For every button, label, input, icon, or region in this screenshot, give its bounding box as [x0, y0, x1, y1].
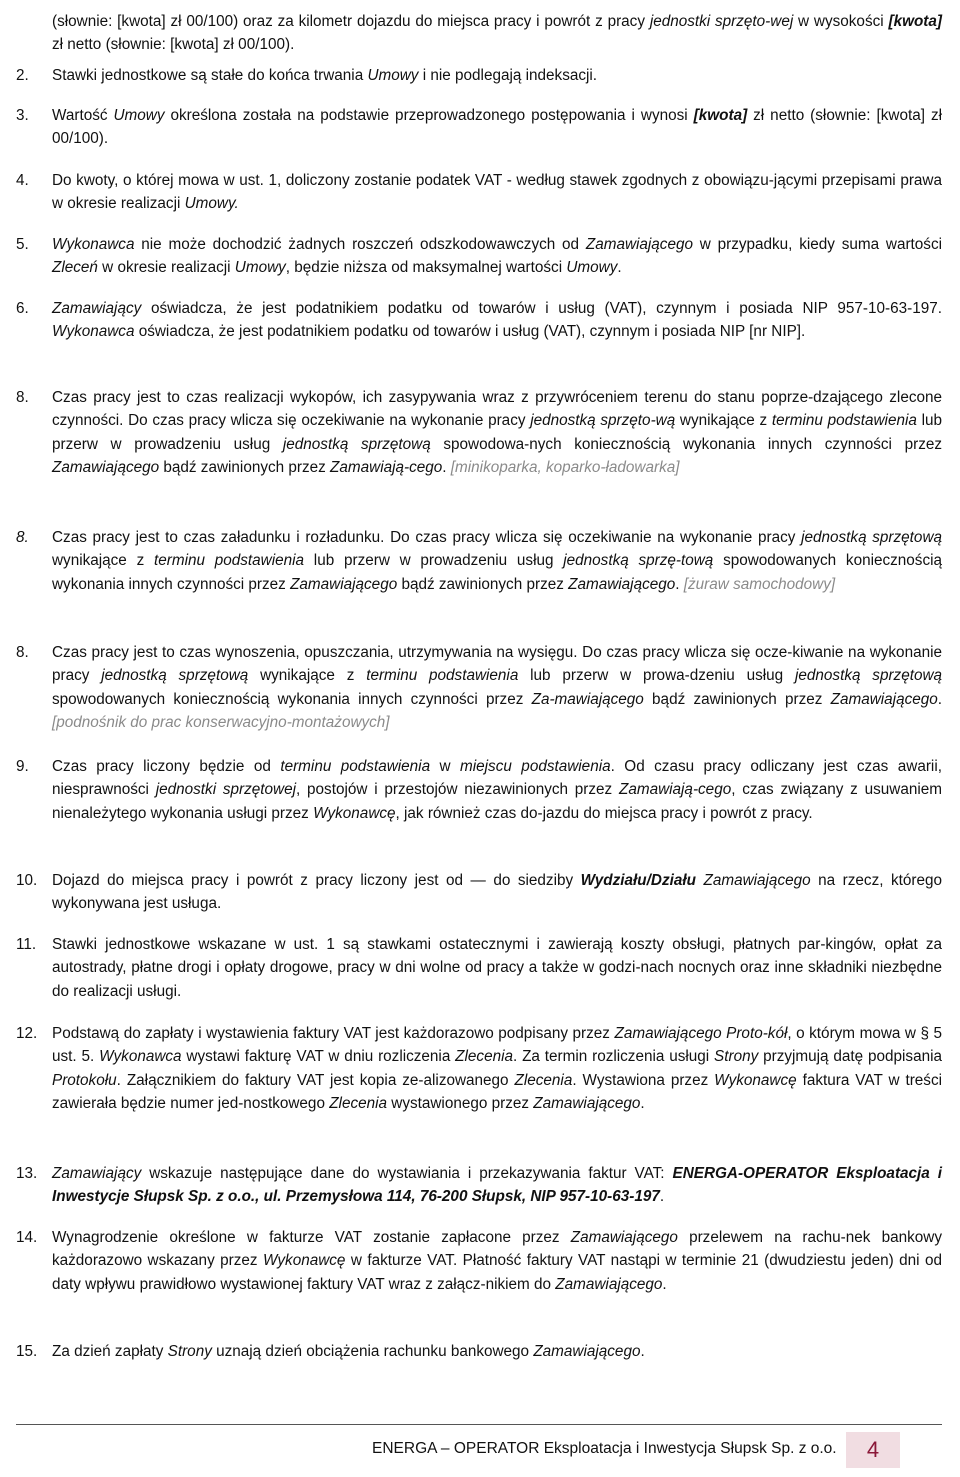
- text-run: . Załącznikiem do faktury VAT jest kopia ze-alizowanego: [116, 1071, 515, 1089]
- text-run: Czas pracy jest to czas wynoszenia, opuszczania, utrzymywania na wysięgu. Do czas pracy wlicza się ocze-kiwanie na wykonanie pracy: [52, 644, 942, 685]
- paragraph-number: 5.: [16, 236, 29, 253]
- paragraph-10: [16, 755, 942, 825]
- text-run: . Od czasu pracy odliczany jest czas awarii, niesprawności: [52, 758, 942, 799]
- text-run: Za dzień zapłaty: [52, 1343, 168, 1360]
- text-run: w wysokości: [793, 13, 889, 30]
- paragraph-9: [16, 641, 942, 734]
- text-run: przelewem na rachu-nek bankowy każdorazowo wskazany przez: [52, 1229, 942, 1270]
- text-run: Strony: [167, 1343, 212, 1360]
- text-run: w okresie realizacji: [97, 259, 235, 277]
- text-run: .: [617, 259, 622, 277]
- text-run: zł netto (słownie: [kwota] zł 00/100).: [52, 107, 942, 148]
- text-run: jednostką sprzęto-wą: [530, 412, 676, 430]
- text-run: , jak również czas do-jazdu do miejsca pracy i powrót z pracy.: [395, 804, 813, 822]
- paragraph-12: [16, 933, 942, 1003]
- text-run: jednostką sprzętową: [101, 667, 249, 685]
- text-run: bądź zawinionych przez: [397, 575, 569, 593]
- paragraph-text: [16, 1226, 942, 1296]
- text-run: Umowy: [234, 259, 286, 277]
- text-run: terminu podstawienia: [153, 552, 305, 570]
- text-run: Zamawiającego: [585, 236, 693, 253]
- footer-company: ENERGA – OPERATOR Eksploatacja i Inwestycja Słupsk Sp. z o.o.: [372, 1440, 837, 1457]
- text-run: (słownie: [kwota] zł 00/100) oraz za kilometr dojazdu do miejsca pracy i powrót z pracy: [52, 13, 650, 30]
- paragraph-number: 4.: [16, 172, 29, 189]
- text-run: bądź zawinionych przez: [643, 690, 831, 708]
- text-run: .: [640, 1094, 645, 1112]
- text-run: Zamawiającego: [555, 1275, 663, 1293]
- text-run: Stawki jednostkowe są stałe do końca trwania: [52, 67, 368, 84]
- text-run: Zamawiającego Proto-kół: [614, 1025, 788, 1042]
- text-run: Zamawiającego: [533, 1343, 641, 1360]
- text-run: Wykonawcę: [262, 1252, 346, 1270]
- text-run: . Za termin rozliczenia usługi: [513, 1048, 715, 1066]
- text-run: Wykonawca: [52, 236, 135, 253]
- text-run: Umowy.: [184, 195, 239, 213]
- text-run: Zlecenia: [329, 1094, 388, 1112]
- paragraph-number: 14.: [16, 1229, 38, 1246]
- paragraph-text: [16, 386, 942, 479]
- page-number: 4: [846, 1432, 900, 1468]
- text-run: Podstawą do zapłaty i wystawienia faktury VAT jest każdorazowo podpisany przez: [52, 1025, 615, 1042]
- text-run: Zamawiają-cego: [618, 781, 732, 799]
- text-run: spowodowa-nych koniecznością wykonania innych czynności przez: [430, 435, 942, 453]
- text-run: Zamawiają-cego: [330, 458, 443, 476]
- paragraph-number: 10.: [16, 872, 38, 889]
- paragraph-number: 8.: [16, 529, 29, 546]
- text-run: i nie podlegają indeksacji.: [418, 67, 598, 84]
- paragraph-text: [16, 1340, 942, 1363]
- text-run: Dojazd do miejsca pracy i powrót z pracy liczony jest od — do siedziby: [52, 872, 581, 889]
- paragraph-11: [16, 869, 942, 916]
- text-run: Za-mawiającego: [531, 690, 644, 708]
- text-run: uznają dzień obciążenia rachunku bankowego: [211, 1343, 534, 1360]
- text-run: lub przerw w prowa-dzeniu usług: [518, 667, 795, 685]
- paragraph-number: 9.: [16, 758, 29, 775]
- paragraph-number: 12.: [16, 1025, 38, 1042]
- paragraph-text: [16, 641, 942, 734]
- text-run: Czas pracy jest to czas załadunku i rozładunku. Do czas pracy wlicza się oczekiwanie na wykonanie pracy: [52, 529, 802, 546]
- paragraph-1: [16, 10, 942, 57]
- paragraph-number: 8.: [16, 644, 29, 661]
- text-run: [żuraw samochodowy]: [683, 575, 836, 593]
- text-run: jednostką sprzętową: [795, 667, 943, 685]
- text-run: Wykonawcę: [313, 804, 396, 822]
- paragraph-number: 2.: [16, 67, 29, 84]
- text-run: jednostki sprzętowej: [155, 781, 296, 799]
- paragraph-text: [16, 869, 942, 916]
- text-run: wystawionego przez: [387, 1094, 534, 1112]
- paragraph-text: [16, 933, 942, 1003]
- text-run: [kwota]: [888, 13, 943, 30]
- text-run: Zamawiającego: [570, 1229, 678, 1246]
- text-run: Do kwoty, o której mowa w ust. 1, doliczony zostanie podatek VAT - według stawek zgodnych z obowiązu-jącymi przepisami prawa w okresie realizacji: [52, 172, 942, 213]
- paragraph-text: [16, 104, 942, 151]
- text-run: wynikające z: [248, 667, 367, 685]
- paragraph-15: [16, 1226, 942, 1296]
- text-run: miejscu podstawienia: [460, 758, 611, 775]
- text-run: oświadcza, że jest podatnikiem podatku od towarów i usług (VAT), czynnym i posiada NIP 957-10-63-197.: [141, 300, 942, 317]
- paragraph-number: 13.: [16, 1165, 38, 1182]
- text-run: w: [430, 758, 461, 775]
- paragraph-8: [16, 526, 942, 596]
- paragraph-number: 11.: [16, 936, 37, 953]
- text-run: wskazuje następujące dane do wystawiania i przekazywania faktur VAT:: [141, 1165, 673, 1182]
- text-run: , o którym mowa w § 5 ust. 5.: [52, 1025, 943, 1066]
- text-run: Protokołu: [52, 1071, 117, 1089]
- paragraph-6: [16, 297, 942, 344]
- text-run: określona została na podstawie przeprowadzonego postępowania i wynosi: [164, 107, 694, 124]
- text-run: , postojów i przestojów niezawinionych przez: [296, 781, 619, 799]
- text-run: Czas pracy liczony będzie od: [52, 758, 281, 775]
- paragraph-number: 3.: [16, 107, 29, 124]
- paragraph-text: [16, 526, 942, 596]
- text-run: jednostki sprzęto-wej: [649, 13, 794, 30]
- paragraph-5: [16, 233, 942, 280]
- text-run: Zamawiającego: [568, 575, 676, 593]
- text-run: przyjmują datę podpisania: [758, 1048, 942, 1066]
- paragraph-text: [16, 297, 942, 344]
- text-run: wynikające z: [675, 412, 772, 430]
- text-run: spowodowanych koniecznością wykonania innych czynności przez: [52, 690, 532, 708]
- text-run: . Wystawiona przez: [572, 1071, 715, 1089]
- paragraph-3: [16, 104, 942, 151]
- text-run: Zamawiającego: [703, 872, 811, 889]
- paragraph-4: [16, 169, 942, 216]
- text-run: Strony: [714, 1048, 759, 1066]
- paragraph-text: [16, 10, 942, 57]
- text-run: Wynagrodzenie określone w fakturze VAT zostanie zapłacone przez: [52, 1229, 571, 1246]
- paragraph-text: [16, 1022, 942, 1115]
- paragraph-13: [16, 1022, 942, 1115]
- text-run: Zlecenia: [455, 1048, 513, 1066]
- text-run: Umowy: [566, 259, 618, 277]
- text-run: wynikające z: [52, 552, 154, 570]
- text-run: faktura VAT w treści zawierała będzie numer jed-nostkowego: [52, 1071, 942, 1112]
- text-run: jednostką sprzętową: [801, 529, 942, 546]
- text-run: Wykonawca: [52, 323, 135, 341]
- paragraph-text: [16, 233, 942, 280]
- text-run: jednostką sprzę-tową: [563, 552, 714, 570]
- text-run: , będzie niższa od maksymalnej wartości: [285, 259, 567, 277]
- text-run: terminu podstawienia: [280, 758, 431, 775]
- text-run: wystawi fakturę VAT w dniu rozliczenia: [181, 1048, 456, 1066]
- text-run: w przypadku, kiedy suma wartości: [692, 236, 942, 253]
- text-run: w fakturze VAT. Płatność faktury VAT nastąpi w terminie 21 (dwudziestu jeden) dni od daty wpływu prawidłowo wystawionej faktury VAT wraz z załącz-nikiem do: [52, 1252, 942, 1293]
- text-run: .: [662, 1275, 667, 1293]
- text-run: spowodowanych koniecznością wykonania innych czynności przez: [52, 552, 943, 593]
- text-run: ENERGA-OPERATOR Eksploatacja i Inwestycje Słupsk Sp. z o.o., ul. Przemysłowa 114, 76-200 Słupsk, NIP 957-10-63-197: [52, 1165, 942, 1206]
- footer-divider: [16, 1424, 942, 1425]
- text-run: lub przerw w prowadzeniu usług: [52, 412, 943, 453]
- text-run: Zlecenia: [514, 1071, 573, 1089]
- paragraph-text: [16, 64, 942, 87]
- text-run: nie może dochodzić żadnych roszczeń odszkodowawczych od: [134, 236, 586, 253]
- text-run: Stawki jednostkowe wskazane w ust. 1 są stawkami ostatecznymi i zawierają koszty obsługi, płatnych par-kingów, opłat za autostrady, płatne drogi i opłaty drogowe, pracy w dni wolne od pracy a także w godzi-nach nocnych oraz inne składniki niezbędne do realizacji usługi.: [52, 936, 942, 1000]
- text-run: .: [659, 1188, 665, 1206]
- text-run: .: [640, 1343, 645, 1360]
- paragraph-number: 8.: [16, 389, 29, 406]
- paragraph-text: [16, 755, 942, 825]
- paragraph-text: [16, 1162, 942, 1209]
- text-run: Zamawiający: [52, 1165, 142, 1182]
- text-run: jednostką sprzętową: [282, 435, 431, 453]
- text-run: Umowy: [367, 67, 419, 84]
- text-run: na rzecz, którego wykonywana jest usługa.: [52, 872, 943, 913]
- paragraph-14: [16, 1162, 942, 1209]
- text-run: Wykonawcę: [714, 1071, 797, 1089]
- text-run: Zamawiającego: [52, 458, 160, 476]
- text-run: terminu podstawienia: [771, 412, 917, 430]
- text-run: [minikoparka, koparko-ładowarka]: [450, 458, 680, 476]
- paragraph-number: 6.: [16, 300, 29, 317]
- text-run: Wartość: [52, 107, 114, 124]
- text-run: .: [937, 690, 943, 708]
- text-run: Zamawiającego: [533, 1094, 641, 1112]
- paragraph-16: [16, 1340, 942, 1363]
- text-run: Zamawiającego: [830, 690, 938, 708]
- paragraph-number: 15.: [16, 1343, 38, 1360]
- text-run: bądź zawinionych przez: [159, 458, 331, 476]
- text-run: Zleceń: [52, 259, 98, 277]
- paragraph-text: [16, 169, 942, 216]
- text-run: Zamawiającego: [290, 575, 398, 593]
- text-run: .: [675, 575, 684, 593]
- text-run: lub przerw w prowadzeniu usług: [304, 552, 564, 570]
- text-run: terminu podstawienia: [366, 667, 519, 685]
- text-run: [kwota]: [693, 107, 748, 124]
- text-run: , czas związany z usuwaniem nienależytego wykonania usługi przez: [52, 781, 942, 822]
- text-run: Wydziału/Działu: [580, 872, 696, 889]
- paragraph-2: [16, 64, 942, 87]
- paragraph-7: [16, 386, 942, 479]
- text-run: Czas pracy jest to czas realizacji wykopów, ich zasypywania wraz z przywróceniem terenu do stanu poprze-dzającego zlecone czynności. Do czas pracy wlicza się oczekiwanie na wykonanie pracy: [52, 389, 942, 430]
- text-run: Umowy: [113, 107, 165, 124]
- text-run: Wykonawca: [99, 1048, 182, 1066]
- text-run: oświadcza, że jest podatnikiem podatku od towarów i usług (VAT), czynnym i posiada NIP [nr NIP].: [134, 323, 806, 341]
- text-run: zł netto (słownie: [kwota] zł 00/100).: [52, 36, 295, 54]
- text-run: [podnośnik do prac konserwacyjno-montażowych]: [52, 713, 390, 731]
- text-run: Zamawiający: [52, 300, 142, 317]
- text-run: .: [442, 458, 451, 476]
